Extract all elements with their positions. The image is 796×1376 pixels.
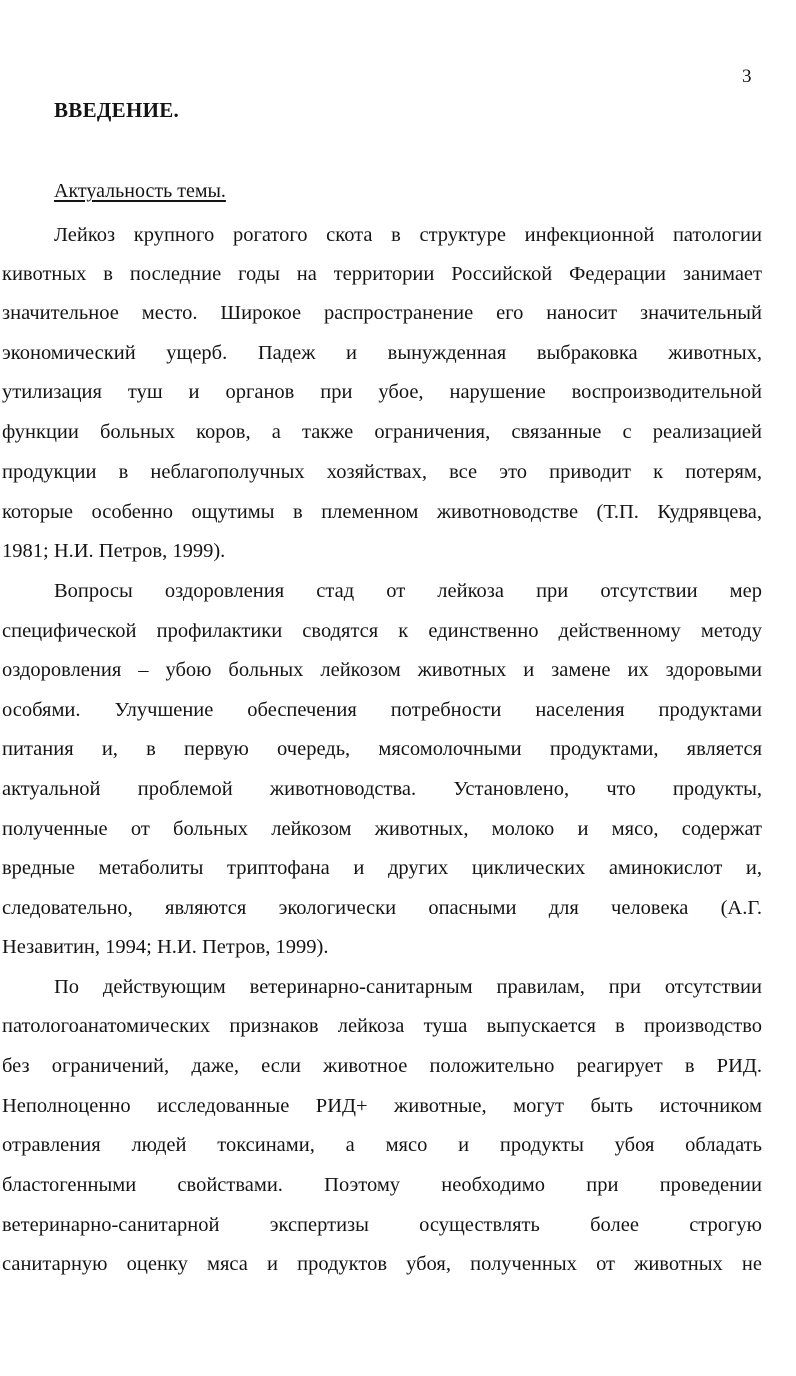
paragraph-1-line-5: утилизация туш и органов при убое, нарушение воспроизводительной xyxy=(2,381,762,403)
paragraph-2-line-1: Вопросы оздоровления стад от лейкоза при отсутствии мер xyxy=(54,580,762,602)
paragraph-2-line-7: полученные от больных лейкозом животных, молоко и мясо, содержат xyxy=(2,818,762,840)
paragraph-3-line-3: без ограничений, даже, если животное положительно реагирует в РИД. xyxy=(2,1055,762,1077)
section-subheading: Актуальность темы. xyxy=(54,180,226,202)
page-number: 3 xyxy=(742,66,752,87)
paragraph-3-line-2: патологоанатомических признаков лейкоза туша выпускается в производство xyxy=(2,1015,762,1037)
paragraph-2-line-4: особями. Улучшение обеспечения потребности населения продуктами xyxy=(2,699,762,721)
paragraph-1-line-4: экономический ущерб. Падеж и вынужденная выбраковка животных, xyxy=(2,342,762,364)
paragraph-2-line-10: Незавитин, 1994; Н.И. Петров, 1999). xyxy=(2,936,329,958)
paragraph-3-line-6: бластогенными свойствами. Поэтому необходимо при проведении xyxy=(2,1174,762,1196)
paragraph-3-line-7: ветеринарно-санитарной экспертизы осуществлять более строгую xyxy=(2,1214,762,1236)
paragraph-2-line-3: оздоровления – убою больных лейкозом животных и замене их здоровыми xyxy=(2,659,762,681)
paragraph-1-line-8: которые особенно ощутимы в племенном животноводстве (Т.П. Кудрявцева, xyxy=(2,501,762,523)
section-heading: ВВЕДЕНИЕ. xyxy=(54,98,180,122)
paragraph-2-line-6: актуальной проблемой животноводства. Установлено, что продукты, xyxy=(2,778,762,800)
paragraph-1-line-7: продукции в неблагополучных хозяйствах, все это приводит к потерям, xyxy=(2,461,762,483)
paragraph-1-line-2: кивотных в последние годы на территории Российской Федерации занимает xyxy=(2,263,762,285)
paragraph-3-line-8: санитарную оценку мяса и продуктов убоя, полученных от животных не xyxy=(2,1253,762,1275)
paragraph-3-line-5: отравления людей токсинами, а мясо и продукты убоя обладать xyxy=(2,1134,762,1156)
paragraph-2-line-9: следовательно, являются экологически опасными для человека (А.Г. xyxy=(2,897,762,919)
paragraph-2-line-2: специфической профилактики сводятся к единственно действенному методу xyxy=(2,620,762,642)
paragraph-3-line-1: По действующим ветеринарно-санитарным правилам, при отсутствии xyxy=(54,976,762,998)
paragraph-2-line-8: вредные метаболиты триптофана и других циклических аминокислот и, xyxy=(2,857,762,879)
paragraph-1-line-3: значительное место. Широкое распространение его наносит значительный xyxy=(2,302,762,324)
paragraph-1-line-6: функции больных коров, а также ограничения, связанные с реализацией xyxy=(2,421,762,443)
paragraph-1-line-1: Лейкоз крупного рогатого скота в структуре инфекционной патологии xyxy=(54,224,762,246)
paragraph-3-line-4: Неполноценно исследованные РИД+ животные, могут быть источником xyxy=(2,1095,762,1117)
paragraph-2-line-5: питания и, в первую очередь, мясомолочными продуктами, является xyxy=(2,738,762,760)
paragraph-1-line-9: 1981; Н.И. Петров, 1999). xyxy=(2,540,226,562)
